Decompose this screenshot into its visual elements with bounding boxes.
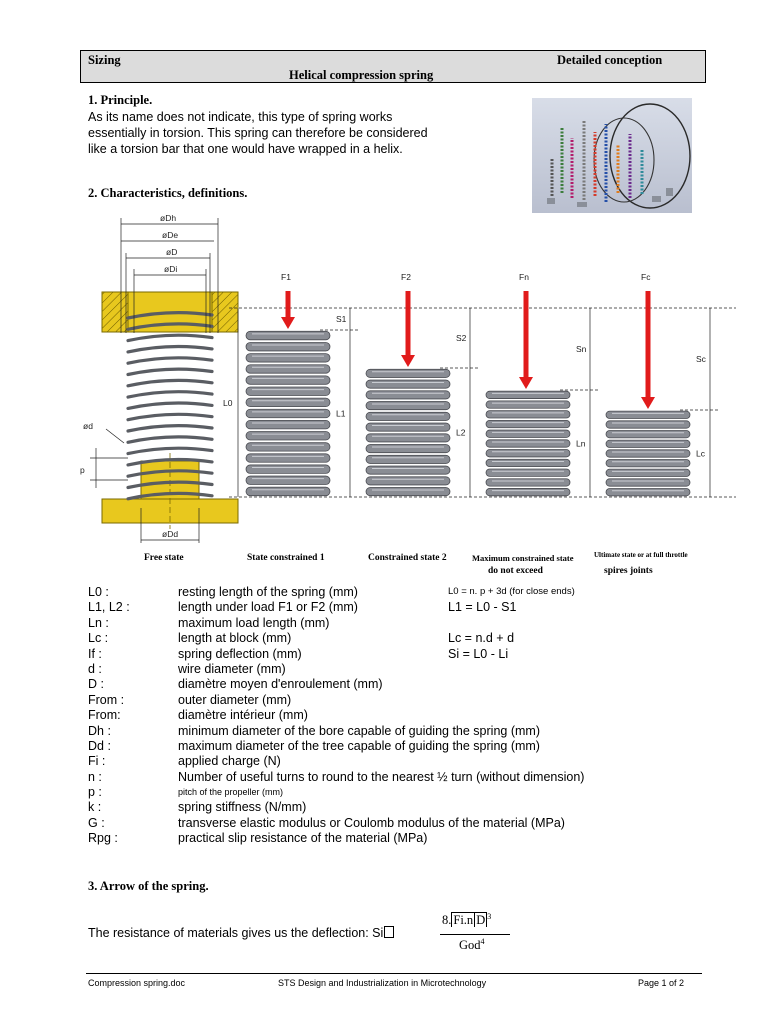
spring-diagram (66, 203, 736, 548)
spring-coil (246, 465, 330, 473)
label-dh: øDh (160, 213, 177, 223)
definition-row (88, 677, 728, 692)
spring-coil (606, 469, 690, 476)
spring-coil (606, 411, 690, 418)
spring-coil (606, 450, 690, 457)
free-coil (128, 335, 212, 340)
free-coil (128, 347, 212, 352)
definition-desc: pitch of the propeller (mm) (178, 787, 284, 798)
definition-row (88, 754, 728, 769)
spring-coil (486, 391, 570, 398)
deflection-text: The resistance of materials gives us the deflection: Si (88, 926, 384, 940)
definition-desc: length at block (mm) (178, 631, 292, 646)
bottom-guide-tree (102, 453, 238, 529)
force-arrow-1 (281, 291, 295, 329)
spring-coil (486, 488, 570, 495)
definition-row (88, 785, 728, 800)
formula-numerator (442, 912, 491, 928)
compressed-spring-4 (606, 411, 690, 496)
definition-term: k : (88, 800, 102, 815)
header-box (80, 50, 706, 83)
compressed-spring-3 (486, 391, 570, 496)
definition-term: Fi : (88, 754, 106, 769)
spring-coil (486, 440, 570, 447)
definition-row (88, 662, 728, 677)
section1-line: like a torsion bar that one would have wrapped in a helix. (88, 142, 403, 156)
definition-row (88, 739, 728, 754)
spring-coil (246, 376, 330, 384)
spring-coil (366, 445, 450, 453)
num-part-c: D (476, 913, 486, 928)
spring-coil (366, 402, 450, 410)
spring-coil (246, 476, 330, 484)
free-coil (128, 426, 212, 431)
fraction-bar (440, 934, 510, 935)
label-wire-d: ød (83, 421, 93, 431)
spring-coil (606, 459, 690, 466)
definition-term: From : (88, 692, 125, 707)
definition-row (88, 693, 728, 708)
definition-formula: Si = L0 - Li (448, 646, 509, 661)
definition-desc: resting length of the spring (mm) (178, 585, 358, 599)
spring-coil (366, 369, 450, 377)
section3-heading: 3. Arrow of the spring. (88, 879, 209, 893)
length-label: L1 (336, 408, 346, 419)
spring-coil (366, 488, 450, 496)
definition-desc: maximum load length (mm) (178, 615, 330, 630)
definition-desc: diamètre moyen d'enroulement (mm) (178, 677, 383, 692)
definition-term: From: (88, 708, 121, 723)
definition-desc: transverse elastic modulus or Coulomb modulus of the material (MPa) (178, 815, 565, 830)
spring-coil (246, 443, 330, 451)
definition-term: Ln : (88, 615, 109, 630)
force-label: Fc (641, 272, 651, 282)
definition-row (88, 647, 728, 662)
force-arrow-2 (401, 291, 415, 367)
label-di: øDi (164, 264, 178, 274)
den-text: God (459, 938, 481, 953)
spring-coil (486, 479, 570, 486)
footer-center: STS Design and Industrialization in Microtechnology (278, 978, 487, 988)
free-coil (128, 448, 212, 453)
den-exp: 4 (480, 937, 485, 946)
spring-coil (366, 477, 450, 485)
force-arrow-4 (641, 291, 655, 409)
definition-term: Rpg : (88, 831, 118, 846)
footer-rule (86, 973, 702, 974)
definition-formula: L0 = n. p + 3d (for close ends) (448, 586, 575, 597)
definition-row (88, 708, 728, 723)
spring-coil (486, 459, 570, 466)
spring-coil (486, 450, 570, 457)
spring-coil (366, 423, 450, 431)
free-coil (128, 369, 212, 374)
free-coil (128, 392, 212, 397)
caption-state-2: Constrained state 2 (368, 553, 447, 563)
definition-term: Dd : (88, 738, 111, 753)
spring-coil (246, 487, 330, 495)
definition-desc: outer diameter (mm) (178, 692, 292, 707)
deflection-label: Sc (696, 354, 706, 364)
force-label: Fn (519, 272, 529, 282)
definition-desc: Number of useful turns to round to the nearest ½ turn (without dimension) (178, 769, 585, 784)
definition-term: p : (88, 785, 102, 800)
free-coil (128, 414, 212, 419)
definition-row (88, 600, 728, 615)
definition-desc: length under load F1 or F2 (mm) (178, 600, 358, 615)
spring-coil (606, 488, 690, 495)
spring-coil (246, 420, 330, 428)
definition-desc: minimum diameter of the bore capable of guiding the spring (mm) (178, 723, 540, 738)
spring-coil (486, 469, 570, 476)
length-label: Ln (576, 438, 586, 449)
definitions-list (88, 585, 728, 847)
spring-coil (366, 391, 450, 399)
caption-max-2: do not exceed (488, 566, 543, 576)
spring-coil (246, 365, 330, 373)
force-arrow-3 (519, 291, 533, 389)
section1-text (88, 109, 508, 157)
label-dd: øDd (162, 529, 179, 539)
spring-coil (366, 380, 450, 388)
spring-coil (606, 421, 690, 428)
section1-heading: 1. Principle. (88, 93, 153, 107)
definition-desc: maximum diameter of the tree capable of guiding the spring (mm) (178, 738, 540, 753)
label-d: øD (166, 247, 178, 257)
definition-term: L0 : (88, 585, 109, 599)
deflection-label: S2 (456, 333, 467, 343)
definition-term: d : (88, 661, 102, 676)
definition-row (88, 631, 728, 646)
spring-coil (246, 354, 330, 362)
header-right: Detailed conception (557, 53, 663, 67)
num-exp: 3 (487, 912, 492, 921)
caption-state-1: State constrained 1 (247, 553, 325, 563)
length-label: Lc (696, 448, 705, 459)
formula-denominator (459, 937, 485, 953)
footer-left: Compression spring.doc (88, 978, 186, 988)
caption-ult-2: spires joints (604, 566, 653, 576)
definition-desc: wire diameter (mm) (178, 661, 286, 676)
definition-desc: practical slip resistance of the material (MPa) (178, 831, 428, 846)
force-label: F2 (401, 272, 411, 282)
caption-ult-1: Ultimate state or at full throttle (594, 551, 688, 559)
spring-coil (246, 331, 330, 339)
spring-coil (606, 430, 690, 437)
length-label: L2 (456, 427, 466, 438)
definition-formula: Lc = n.d + d (448, 631, 515, 646)
definition-term: L1, L2 : (88, 600, 130, 615)
spring-coil (366, 455, 450, 463)
definition-row (88, 616, 728, 631)
spring-coil (486, 401, 570, 408)
section1-line: essentially in torsion. This spring can therefore be considered (88, 126, 428, 140)
spring-coil (486, 420, 570, 427)
compressed-spring-2 (366, 369, 450, 495)
definition-term: D : (88, 677, 104, 692)
spring-coil (246, 454, 330, 462)
header-title: Helical compression spring (289, 68, 434, 82)
spring-coil (246, 398, 330, 406)
deflection-sentence (88, 926, 394, 940)
num-part-b: Fi.n (453, 913, 474, 928)
free-coil (128, 403, 212, 408)
definition-row (88, 800, 728, 815)
header-left: Sizing (88, 53, 121, 67)
spring-coil (486, 411, 570, 418)
spring-coil (246, 342, 330, 350)
definition-row (88, 585, 728, 600)
definition-term: G : (88, 815, 105, 830)
num-part-a: 8. (442, 913, 452, 928)
definition-term: Lc : (88, 631, 109, 646)
definition-row (88, 816, 728, 831)
caption-free-state: Free state (144, 553, 184, 563)
definition-term: Dh : (88, 723, 111, 738)
section2-heading: 2. Characteristics, definitions. (88, 186, 248, 200)
caption-max-1: Maximum constrained state (472, 553, 574, 563)
spring-coil (606, 479, 690, 486)
label-p: p (80, 465, 85, 475)
free-coil (128, 437, 212, 442)
spring-coil (606, 440, 690, 447)
definition-term: If : (88, 646, 102, 661)
spring-coil (486, 430, 570, 437)
definition-row (88, 770, 728, 785)
spring-coil (366, 466, 450, 474)
free-coil (128, 358, 212, 363)
section1-line: As its name does not indicate, this type of spring works (88, 110, 393, 124)
spring-coil (366, 434, 450, 442)
definition-formula: L1 = L0 - S1 (448, 600, 517, 615)
spring-coil (246, 387, 330, 395)
definition-row (88, 724, 728, 739)
deflection-label: Sn (576, 344, 587, 354)
footer-right: Page 1 of 2 (638, 978, 685, 988)
definition-desc: spring stiffness (N/mm) (178, 800, 307, 815)
compressed-spring-1 (246, 331, 330, 495)
label-l0: L0 (223, 398, 233, 408)
free-coil (128, 380, 212, 385)
force-label: F1 (281, 272, 291, 282)
missing-glyph-icon (384, 926, 394, 938)
definition-desc: diamètre intérieur (mm) (178, 708, 308, 723)
deflection-label: S1 (336, 314, 347, 324)
definition-row (88, 831, 728, 846)
definition-desc: applied charge (N) (178, 754, 281, 769)
spring-coil (366, 412, 450, 420)
definition-term: n : (88, 769, 102, 784)
spring-coil (246, 432, 330, 440)
definition-desc: spring deflection (mm) (178, 646, 302, 661)
label-de: øDe (162, 230, 179, 240)
springs-photo (532, 98, 692, 213)
spring-coil (246, 409, 330, 417)
